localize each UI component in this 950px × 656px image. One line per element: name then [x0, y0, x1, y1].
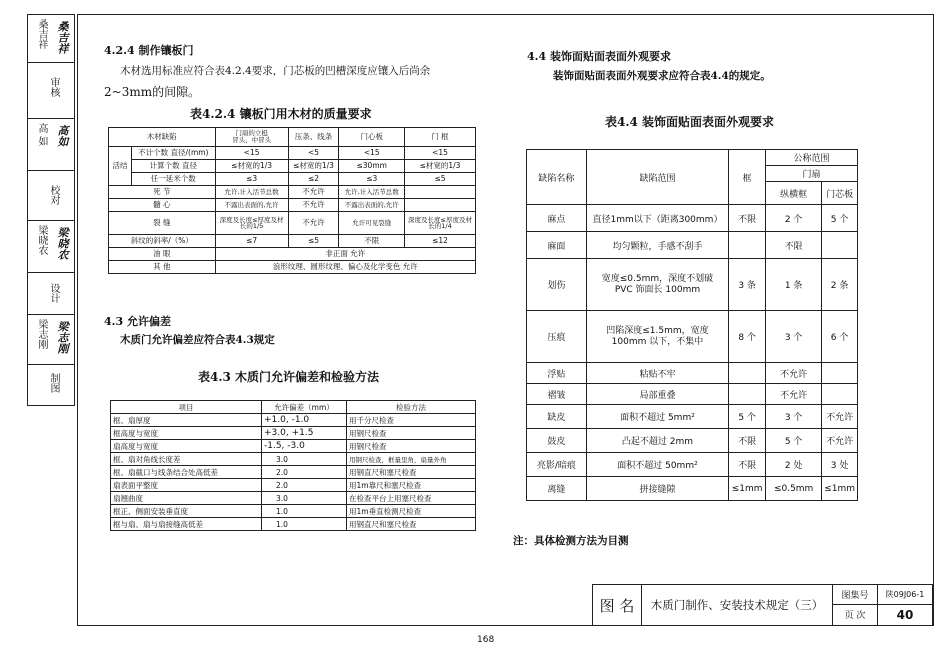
table-header: 木材缺陷 — [109, 128, 216, 147]
table-cell: 3 个 — [766, 311, 822, 363]
table-cell: 用钢尺检查 — [347, 427, 476, 440]
table-row — [109, 261, 476, 274]
table-cell: 框与扇、扇与扇接缝高低差 — [111, 518, 262, 531]
table-cell: ≤7 — [215, 235, 288, 248]
table-cell: ≤1mm — [822, 477, 858, 501]
sidebar-role: 梁晓农 — [36, 225, 47, 255]
sidebar-role: 桑吉祥 — [36, 19, 47, 49]
table-cell: 缺皮 — [527, 405, 587, 429]
signature: 桑吉祥 — [56, 21, 69, 54]
page-number: 168 — [477, 635, 495, 645]
sidebar-role: 高 如 — [36, 123, 47, 147]
table-cell: +1.0, -1.0 — [262, 414, 347, 427]
table-header: 项目 — [111, 401, 262, 414]
table-cell: 允许,计入活节总数 — [215, 186, 288, 199]
title-block-label: 图 名 — [593, 585, 642, 626]
table-cell: <15 — [405, 147, 476, 160]
table-cell: 2 个 — [766, 205, 822, 232]
table-cell: ≤材宽的1/3 — [215, 160, 288, 173]
table-cell: 计算个数 直径 — [132, 160, 216, 173]
table-row — [527, 405, 858, 429]
table-header: 压条、线条 — [288, 128, 339, 147]
section-4-3-text: 木质门允许偏差应符合表4.3规定 — [120, 334, 275, 346]
table-cell — [405, 199, 476, 212]
table-row — [109, 212, 476, 235]
sidebar-role: 梁志刚 — [36, 319, 47, 349]
table-cell: 其 他 — [109, 261, 216, 274]
table-cell: 2 处 — [766, 453, 822, 477]
table-cell: 框、扇厚度 — [111, 414, 262, 427]
table-cell: ≤12 — [405, 235, 476, 248]
table-row — [109, 128, 476, 147]
frame-left-line — [77, 14, 78, 626]
table-cell: 扇高度与宽度 — [111, 440, 262, 453]
table-row — [109, 248, 476, 261]
table-cell — [729, 363, 766, 384]
table-cell: 框正、侧面安装垂直度 — [111, 505, 262, 518]
table-cell: 凹陷深度≤1.5mm，宽度 100mm 以下，不集中 — [586, 311, 728, 363]
table-cell: ≤2 — [288, 173, 339, 186]
table-row — [527, 477, 858, 501]
sidebar-cell — [28, 273, 74, 315]
section-4-2-4-text-1: 木材选用标准应符合表4.2.4要求，门芯板的凹槽深度应镶入后尚余 — [120, 65, 431, 77]
table-row — [111, 440, 476, 453]
section-4-4-title: 4.4 装饰面贴面表面外观要求 — [527, 50, 671, 63]
table-row — [527, 429, 858, 453]
table-cell: 裂 缝 — [109, 212, 216, 235]
table-row — [111, 414, 476, 427]
table-row — [527, 232, 858, 259]
table-cell: 扇翘曲度 — [111, 492, 262, 505]
table-row — [111, 479, 476, 492]
table-cell: ≤5 — [405, 173, 476, 186]
table-row — [527, 259, 858, 311]
table-cell — [822, 363, 858, 384]
sidebar-role: 设计 — [48, 283, 59, 303]
table-cell: 3 处 — [822, 453, 858, 477]
table-cell: +3.0, +1.5 — [262, 427, 347, 440]
section-4-3-title: 4.3 允许偏差 — [104, 315, 171, 328]
table-cell: 不限 — [729, 453, 766, 477]
table-cell: 髓 心 — [109, 199, 216, 212]
sidebar-cell — [28, 119, 74, 171]
section-4-2-4-title: 4.2.4 制作镶板门 — [104, 44, 194, 57]
table-cell: 不允许 — [766, 363, 822, 384]
table-cell: 2.0 — [262, 479, 347, 492]
sidebar-cell — [28, 315, 74, 365]
table-row — [111, 401, 476, 414]
sidebar-cell — [28, 365, 74, 405]
table-cell: ≤3 — [339, 173, 405, 186]
table-cell: 5 个 — [729, 405, 766, 429]
table-header — [215, 128, 288, 147]
table-cell: 不限 — [339, 235, 405, 248]
table-cell: 不允许 — [766, 384, 822, 405]
table-cell — [729, 384, 766, 405]
table-cell: 不限 — [766, 232, 822, 259]
table-4-2-4-caption: 表4.2.4 镶板门用木材的质量要求 — [190, 107, 372, 121]
table-cell: 用钢尺检查，框量里角，扇量外角 — [347, 453, 476, 466]
table-cell: 不允许 — [822, 405, 858, 429]
table-cell: 划伤 — [527, 259, 587, 311]
table-4-4 — [526, 149, 858, 501]
table-cell: 离缝 — [527, 477, 587, 501]
table-cell: 1.0 — [262, 505, 347, 518]
table-cell: 3 个 — [766, 405, 822, 429]
table-cell: 2.0 — [262, 466, 347, 479]
table-cell: 不允许 — [288, 186, 339, 199]
table-cell: 用钢直尺和塞尺检查 — [347, 518, 476, 531]
table-row — [527, 384, 858, 405]
table-cell: 5 个 — [822, 205, 858, 232]
table-row — [109, 160, 476, 173]
table-cell: 局部重叠 — [586, 384, 728, 405]
table-row — [109, 186, 476, 199]
section-4-2-4-text-2: 2~3mm的间隙。 — [104, 85, 201, 99]
table-cell: 麻面 — [527, 232, 587, 259]
table-cell: 3 条 — [729, 259, 766, 311]
table-cell: ≤1mm — [729, 477, 766, 501]
table-cell: 浮贴 — [527, 363, 587, 384]
table-cell: 用千分尺检查 — [347, 414, 476, 427]
table-header: 允许偏差（mm） — [262, 401, 347, 414]
inspection-note: 注：具体检测方法为目测 — [513, 535, 629, 547]
table-row — [527, 453, 858, 477]
table-cell: ≤30mm — [339, 160, 405, 173]
table-header: 缺陷范围 — [586, 150, 728, 205]
signature: 梁晓农 — [56, 227, 69, 260]
sidebar-cell — [28, 171, 74, 221]
table-row — [109, 199, 476, 212]
table-cell: 不允许 — [288, 199, 339, 212]
table-cell: 不限 — [729, 205, 766, 232]
table-cell: 面积不超过 5mm² — [586, 405, 728, 429]
table-cell: 3.0 — [262, 453, 347, 466]
table-cell: 扇表面平整度 — [111, 479, 262, 492]
table-cell: 不允许 — [288, 212, 339, 235]
table-cell: 深度及长度≤厚度及材长的1/5 — [215, 212, 288, 235]
table-cell: 不限 — [729, 429, 766, 453]
table-cell: ≤0.5mm — [766, 477, 822, 501]
table-header: 纵横框 — [766, 182, 822, 205]
table-cell: 褶皱 — [527, 384, 587, 405]
table-cell: ≤材宽的1/3 — [288, 160, 339, 173]
table-row — [527, 363, 858, 384]
table-cell: 不露出表面的,允许 — [215, 199, 288, 212]
table-cell — [729, 232, 766, 259]
table-cell: 油 眼 — [109, 248, 216, 261]
table-row — [111, 427, 476, 440]
table-header: 公称范围 — [766, 150, 858, 166]
table-cell: 用1m垂直检测尺检查 — [347, 505, 476, 518]
table-row — [527, 150, 858, 166]
table-cell: 允许,计入活节总数 — [339, 186, 405, 199]
table-cell: 深度及长度≤厚度及材长的1/4 — [405, 212, 476, 235]
table-cell: 用钢尺检查 — [347, 440, 476, 453]
section-4-4-text: 装饰面贴面表面外观要求应符合表4.4的规定。 — [553, 70, 771, 82]
table-cell: 斜纹的斜率/（%） — [109, 235, 216, 248]
table-cell: 1.0 — [262, 518, 347, 531]
table-cell: 不允许 — [822, 429, 858, 453]
table-cell: 死 节 — [109, 186, 216, 199]
table-cell: 麻点 — [527, 205, 587, 232]
table-cell — [822, 384, 858, 405]
table-cell: 面积不超过 50mm² — [586, 453, 728, 477]
table-header: 门扇 — [766, 166, 858, 182]
table-row — [527, 311, 858, 363]
table-cell: 拼接缝隙 — [586, 477, 728, 501]
table-cell: 框、扇对角线长度差 — [111, 453, 262, 466]
table-cell: <15 — [215, 147, 288, 160]
title-block — [592, 584, 933, 626]
table-cell: 亮影/暗痕 — [527, 453, 587, 477]
table-cell — [822, 232, 858, 259]
table-cell: -1.5, -3.0 — [262, 440, 347, 453]
table-row — [527, 205, 858, 232]
table-cell: 直径1mm以下（距离300mm） — [586, 205, 728, 232]
table-row — [593, 585, 933, 605]
table-header: 检验方法 — [347, 401, 476, 414]
table-row — [111, 518, 476, 531]
atlas-label: 图集号 — [833, 585, 878, 605]
table-cell: 粘贴不牢 — [586, 363, 728, 384]
table-4-4-caption: 表4.4 装饰面贴面表面外观要求 — [605, 115, 775, 129]
table-cell: 允许可见裂缝 — [339, 212, 405, 235]
table-cell: 用钢直尺和塞尺检查 — [347, 466, 476, 479]
table-cell: 用1m靠尺和塞尺检查 — [347, 479, 476, 492]
sidebar-role: 审核 — [48, 77, 59, 97]
table-4-3 — [110, 400, 476, 531]
frame-top-line — [77, 14, 934, 15]
table-header: 缺陷名称 — [527, 150, 587, 205]
table-cell: <15 — [339, 147, 405, 160]
table-4-2-4 — [108, 127, 476, 274]
table-cell: 浪形纹理、圆形纹理、偏心及化学变色 允许 — [215, 261, 475, 274]
table-cell: 框、扇截口与线条结合处高低差 — [111, 466, 262, 479]
table-cell: 2 条 — [822, 259, 858, 311]
table-cell: <5 — [288, 147, 339, 160]
signature-sidebar — [27, 14, 75, 406]
page-number-cell: 40 — [878, 604, 933, 625]
table-cell: 宽度≤0.5mm，深度不划破 PVC 饰面长 100mm — [586, 259, 728, 311]
table-row — [109, 235, 476, 248]
sidebar-role: 校对 — [48, 185, 59, 205]
table-cell: ≤3 — [215, 173, 288, 186]
table-cell: 凸起不超过 2mm — [586, 429, 728, 453]
table-header: 框 — [729, 150, 766, 205]
table-cell: ≤5 — [288, 235, 339, 248]
table-cell: 框高度与宽度 — [111, 427, 262, 440]
table-cell: 不露出表面的,允许 — [339, 199, 405, 212]
table-row — [109, 147, 476, 160]
table-header: 门 框 — [405, 128, 476, 147]
table-cell: ≤材宽的1/3 — [405, 160, 476, 173]
table-cell: 不计个数 直径/(mm) — [132, 147, 216, 160]
table-header: 门心板 — [339, 128, 405, 147]
sidebar-cell — [28, 221, 74, 273]
table-row — [111, 492, 476, 505]
table-cell: 6 个 — [822, 311, 858, 363]
table-cell: 鼓皮 — [527, 429, 587, 453]
table-cell: 1 条 — [766, 259, 822, 311]
table-cell: 任一延米个数 — [132, 173, 216, 186]
sidebar-role: 制图 — [48, 373, 59, 393]
table-cell: 3.0 — [262, 492, 347, 505]
table-cell: 8 个 — [729, 311, 766, 363]
table-cell: 非正面 允许 — [215, 248, 475, 261]
table-header-line: 冒头、中冒头 — [232, 136, 272, 144]
signature: 梁志刚 — [56, 321, 69, 354]
table-header: 门芯板 — [822, 182, 858, 205]
atlas-number: 陕09J06-1 — [878, 585, 933, 605]
table-cell: 在检查平台上用塞尺检查 — [347, 492, 476, 505]
table-row — [111, 466, 476, 479]
table-4-3-caption: 表4.3 木质门允许偏差和检验方法 — [198, 370, 380, 384]
drawing-name: 木质门制作、安装技术规定（三） — [642, 585, 833, 626]
table-row — [111, 453, 476, 466]
table-cell: 压痕 — [527, 311, 587, 363]
page-label: 页 次 — [833, 604, 878, 625]
table-row — [111, 505, 476, 518]
table-cell: 活结 — [109, 147, 132, 186]
table-cell: 均匀颗粒，手感不刮手 — [586, 232, 728, 259]
table-cell — [405, 186, 476, 199]
signature: 高如 — [56, 125, 69, 147]
sidebar-cell — [28, 15, 74, 63]
sidebar-cell — [28, 63, 74, 119]
table-cell: 5 个 — [766, 429, 822, 453]
table-header-line: 门扇的立梃 — [235, 129, 268, 138]
table-row — [109, 173, 476, 186]
frame-right-line — [933, 14, 934, 626]
